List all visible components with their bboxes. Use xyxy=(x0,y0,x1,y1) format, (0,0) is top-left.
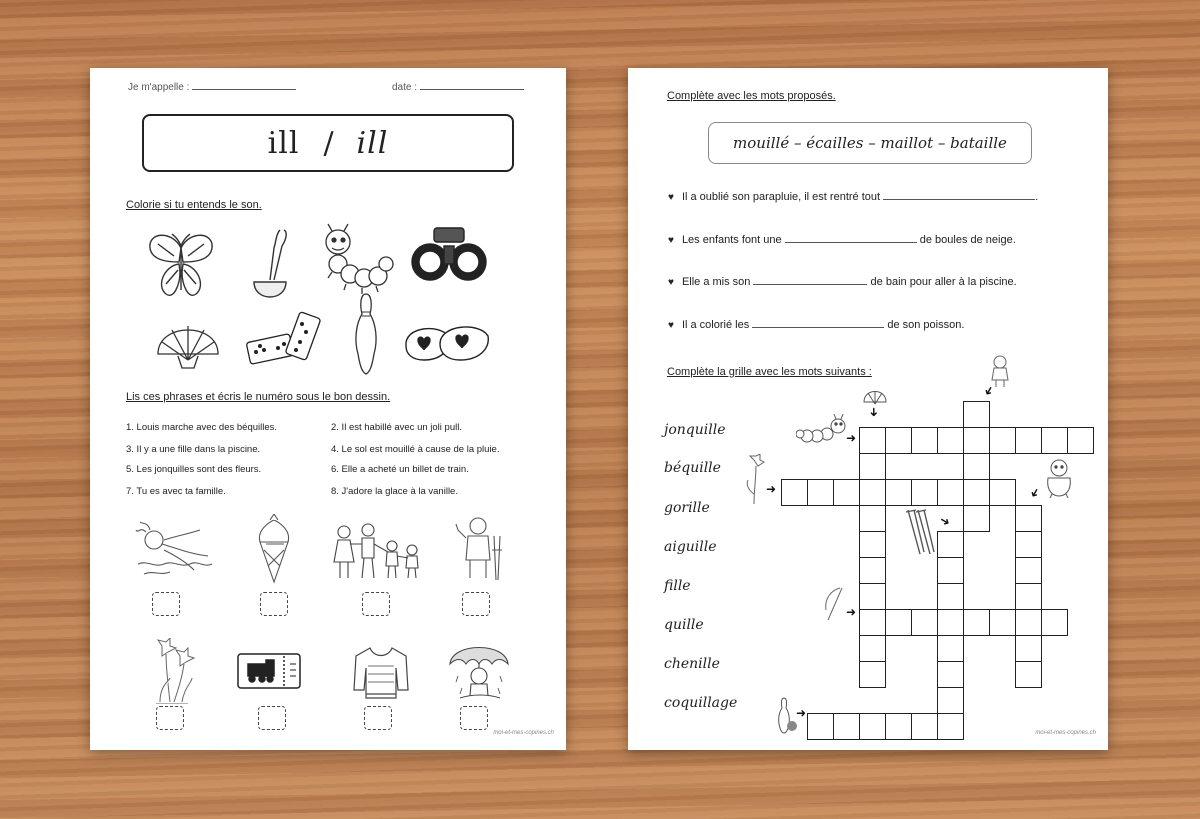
heart-icon: ♥ xyxy=(668,277,674,288)
sentence-6: 6. Elle a acheté un billet de train. xyxy=(331,464,469,475)
name-blank[interactable] xyxy=(192,79,296,90)
crossword-cell[interactable] xyxy=(989,427,1016,454)
heart-icon: ♥ xyxy=(668,192,674,203)
crossword-cell[interactable] xyxy=(1041,609,1068,636)
crossword-cell[interactable] xyxy=(937,557,964,584)
daffodil-icon xyxy=(740,454,768,504)
shell-icon[interactable] xyxy=(154,312,222,372)
crossword-cell[interactable] xyxy=(885,479,912,506)
fill-sentence-3: ♥ Elle a mis son de bain pour aller à la piscine. xyxy=(668,276,1017,288)
bowling-pin-icon xyxy=(776,696,798,734)
answer-box[interactable] xyxy=(260,592,288,616)
family-icon xyxy=(330,522,426,580)
crutches-icon xyxy=(904,508,936,556)
crossword-word: coquillage xyxy=(664,695,738,711)
bowling-pin-icon[interactable] xyxy=(352,292,380,376)
crossword-cell[interactable] xyxy=(833,479,860,506)
crossword-cell[interactable] xyxy=(1015,557,1042,584)
crossword-cell[interactable] xyxy=(937,427,964,454)
date-label: date : xyxy=(392,82,418,93)
crossword-cell[interactable] xyxy=(859,427,886,454)
answer-box[interactable] xyxy=(460,706,488,730)
crossword-cell[interactable] xyxy=(859,453,886,480)
crossword-cell[interactable] xyxy=(963,453,990,480)
crossword-cell[interactable] xyxy=(885,609,912,636)
arrow-right-icon: ➜ xyxy=(796,706,807,720)
crossword-cell[interactable] xyxy=(859,557,886,584)
gorilla-icon xyxy=(1042,458,1076,498)
crossword-word: aiguille xyxy=(664,539,717,555)
crossword-cell[interactable] xyxy=(937,609,964,636)
crossword-word: quille xyxy=(664,617,704,633)
swimming-girl-icon xyxy=(134,520,216,578)
crossword-cell[interactable] xyxy=(911,479,938,506)
crossword-cell[interactable] xyxy=(1015,505,1042,532)
title-print: ill xyxy=(267,125,300,161)
shell-icon xyxy=(862,386,888,408)
heart-icon: ♥ xyxy=(668,320,674,331)
sound-title-box xyxy=(142,114,514,172)
crossword-cell[interactable] xyxy=(1015,661,1042,688)
crossword-cell[interactable] xyxy=(859,635,886,662)
fill-blank[interactable] xyxy=(753,274,867,285)
arrow-right-icon: ➜ xyxy=(766,482,777,496)
crossword-cell[interactable] xyxy=(807,479,834,506)
crossword-word: fille xyxy=(664,578,691,594)
crossword-cell[interactable] xyxy=(1015,609,1042,636)
sentence-8: 8. J'adore la glace à la vanille. xyxy=(331,486,458,497)
butterfly-icon[interactable] xyxy=(142,228,220,302)
answer-box[interactable] xyxy=(364,706,392,730)
name-field-row xyxy=(128,79,296,93)
section-lis-title: Lis ces phrases et écris le numéro sous le bon dessin. xyxy=(126,391,391,403)
crossword-cell[interactable] xyxy=(885,427,912,454)
crossword-cell[interactable] xyxy=(859,531,886,558)
crossword-cell[interactable] xyxy=(1041,427,1068,454)
answer-box[interactable] xyxy=(362,592,390,616)
crossword-cell[interactable] xyxy=(859,661,886,688)
crossword-cell[interactable] xyxy=(937,687,964,714)
fill-sentence-2: ♥ Les enfants font une de boules de neige. xyxy=(668,234,1016,246)
worksheet-page-left xyxy=(90,68,566,750)
arrow-right-icon: ➜ xyxy=(937,512,953,530)
crossword-cell[interactable] xyxy=(1015,427,1042,454)
sentence-2: 2. Il est habillé avec un joli pull. xyxy=(331,422,462,433)
crossword-cell[interactable] xyxy=(937,583,964,610)
caterpillar-icon xyxy=(796,414,846,446)
ladle-icon[interactable] xyxy=(248,226,292,306)
caterpillar-icon[interactable] xyxy=(318,222,394,302)
slippers-icon[interactable] xyxy=(400,316,492,366)
arrow-right-icon: ➜ xyxy=(846,431,857,445)
sentence-7: 7. Tu es avec ta famille. xyxy=(126,486,226,497)
crossword-cell[interactable] xyxy=(937,713,964,740)
train-ticket-icon xyxy=(236,652,302,690)
crossword-cell[interactable] xyxy=(885,713,912,740)
binoculars-icon[interactable] xyxy=(410,224,488,286)
date-blank[interactable] xyxy=(420,79,524,90)
crossword-word: chenille xyxy=(664,656,720,672)
crossword-cell[interactable] xyxy=(781,479,808,506)
crossword-cell[interactable] xyxy=(1015,635,1042,662)
worksheet-page-right xyxy=(628,68,1108,750)
fill-blank[interactable] xyxy=(752,317,884,328)
footer-credit: moi-et-mes-copines.ch xyxy=(1035,730,1096,736)
crossword-cell[interactable] xyxy=(963,609,990,636)
fill-blank[interactable] xyxy=(883,189,1035,200)
title-cursive: ill xyxy=(356,125,389,161)
girl-icon xyxy=(986,354,1014,388)
section-colorie-title: Colorie si tu entends le son. xyxy=(126,199,262,211)
crossword-cell[interactable] xyxy=(937,531,964,558)
section-complete-title: Complète avec les mots proposés. xyxy=(667,90,836,102)
arrow-down-left-icon: ➜ xyxy=(980,383,998,399)
crossword-cell[interactable] xyxy=(859,583,886,610)
crossword-cell[interactable] xyxy=(1067,427,1094,454)
title-separator: / xyxy=(323,125,335,161)
ice-cream-icon xyxy=(254,514,294,584)
crossword-cell[interactable] xyxy=(911,609,938,636)
crossword-word: béquille xyxy=(664,460,721,476)
crossword-cell[interactable] xyxy=(937,479,964,506)
needle-icon xyxy=(822,586,846,622)
sentence-5: 5. Les jonquilles sont des fleurs. xyxy=(126,464,262,475)
fill-sentence-1: ♥ Il a oublié son parapluie, il est rentré tout . xyxy=(668,191,1039,203)
sentence-4: 4. Le sol est mouillé à cause de la pluie. xyxy=(331,444,500,455)
sentence-1: 1. Louis marche avec des béquilles. xyxy=(126,422,278,433)
crossword-cell[interactable] xyxy=(989,479,1016,506)
section-grille-title: Complète la grille avec les mots suivants : xyxy=(667,366,872,378)
crossword-cell[interactable] xyxy=(859,505,886,532)
answer-box[interactable] xyxy=(462,592,490,616)
sweater-icon xyxy=(352,644,410,700)
arrow-down-left-icon: ➜ xyxy=(1026,485,1044,501)
crossword-cell[interactable] xyxy=(911,427,938,454)
answer-box[interactable] xyxy=(152,592,180,616)
crossword-cell[interactable] xyxy=(963,427,990,454)
answer-box[interactable] xyxy=(156,706,184,730)
umbrella-rain-icon xyxy=(448,636,510,702)
domino-icon[interactable] xyxy=(244,310,326,372)
footer-credit: moi-et-mes-copines.ch xyxy=(493,730,554,736)
crossword-cell[interactable] xyxy=(807,713,834,740)
answer-box[interactable] xyxy=(258,706,286,730)
crossword-cell[interactable] xyxy=(963,401,990,428)
daffodils-icon xyxy=(148,638,196,704)
fill-blank[interactable] xyxy=(785,232,917,243)
crossword-word: jonquille xyxy=(664,422,726,438)
crossword-cell[interactable] xyxy=(1015,531,1042,558)
crossword-cell[interactable] xyxy=(989,609,1016,636)
crossword-cell[interactable] xyxy=(911,713,938,740)
heart-icon: ♥ xyxy=(668,235,674,246)
crossword-cell[interactable] xyxy=(1015,583,1042,610)
sentence-3: 3. Il y a une fille dans la piscine. xyxy=(126,444,261,455)
arrow-right-icon: ➜ xyxy=(846,605,857,619)
arrow-down-icon: ➜ xyxy=(867,406,882,418)
crossword-cell[interactable] xyxy=(859,609,886,636)
crossword-cell[interactable] xyxy=(963,479,990,506)
crossword-cell[interactable] xyxy=(859,479,886,506)
crossword-cell[interactable] xyxy=(937,661,964,688)
date-field-row xyxy=(392,79,524,93)
crossword-cell[interactable] xyxy=(963,505,990,532)
crossword-cell[interactable] xyxy=(859,713,886,740)
fill-sentence-4: ♥ Il a colorié les de son poisson. xyxy=(668,319,965,331)
word-list-box: mouillé – écailles – maillot – bataille xyxy=(708,122,1032,164)
boy-crutches-icon xyxy=(454,516,504,582)
crossword-cell[interactable] xyxy=(833,713,860,740)
crossword-word: gorille xyxy=(664,500,710,516)
name-label: Je m'appelle : xyxy=(128,82,190,93)
crossword-cell[interactable] xyxy=(937,635,964,662)
